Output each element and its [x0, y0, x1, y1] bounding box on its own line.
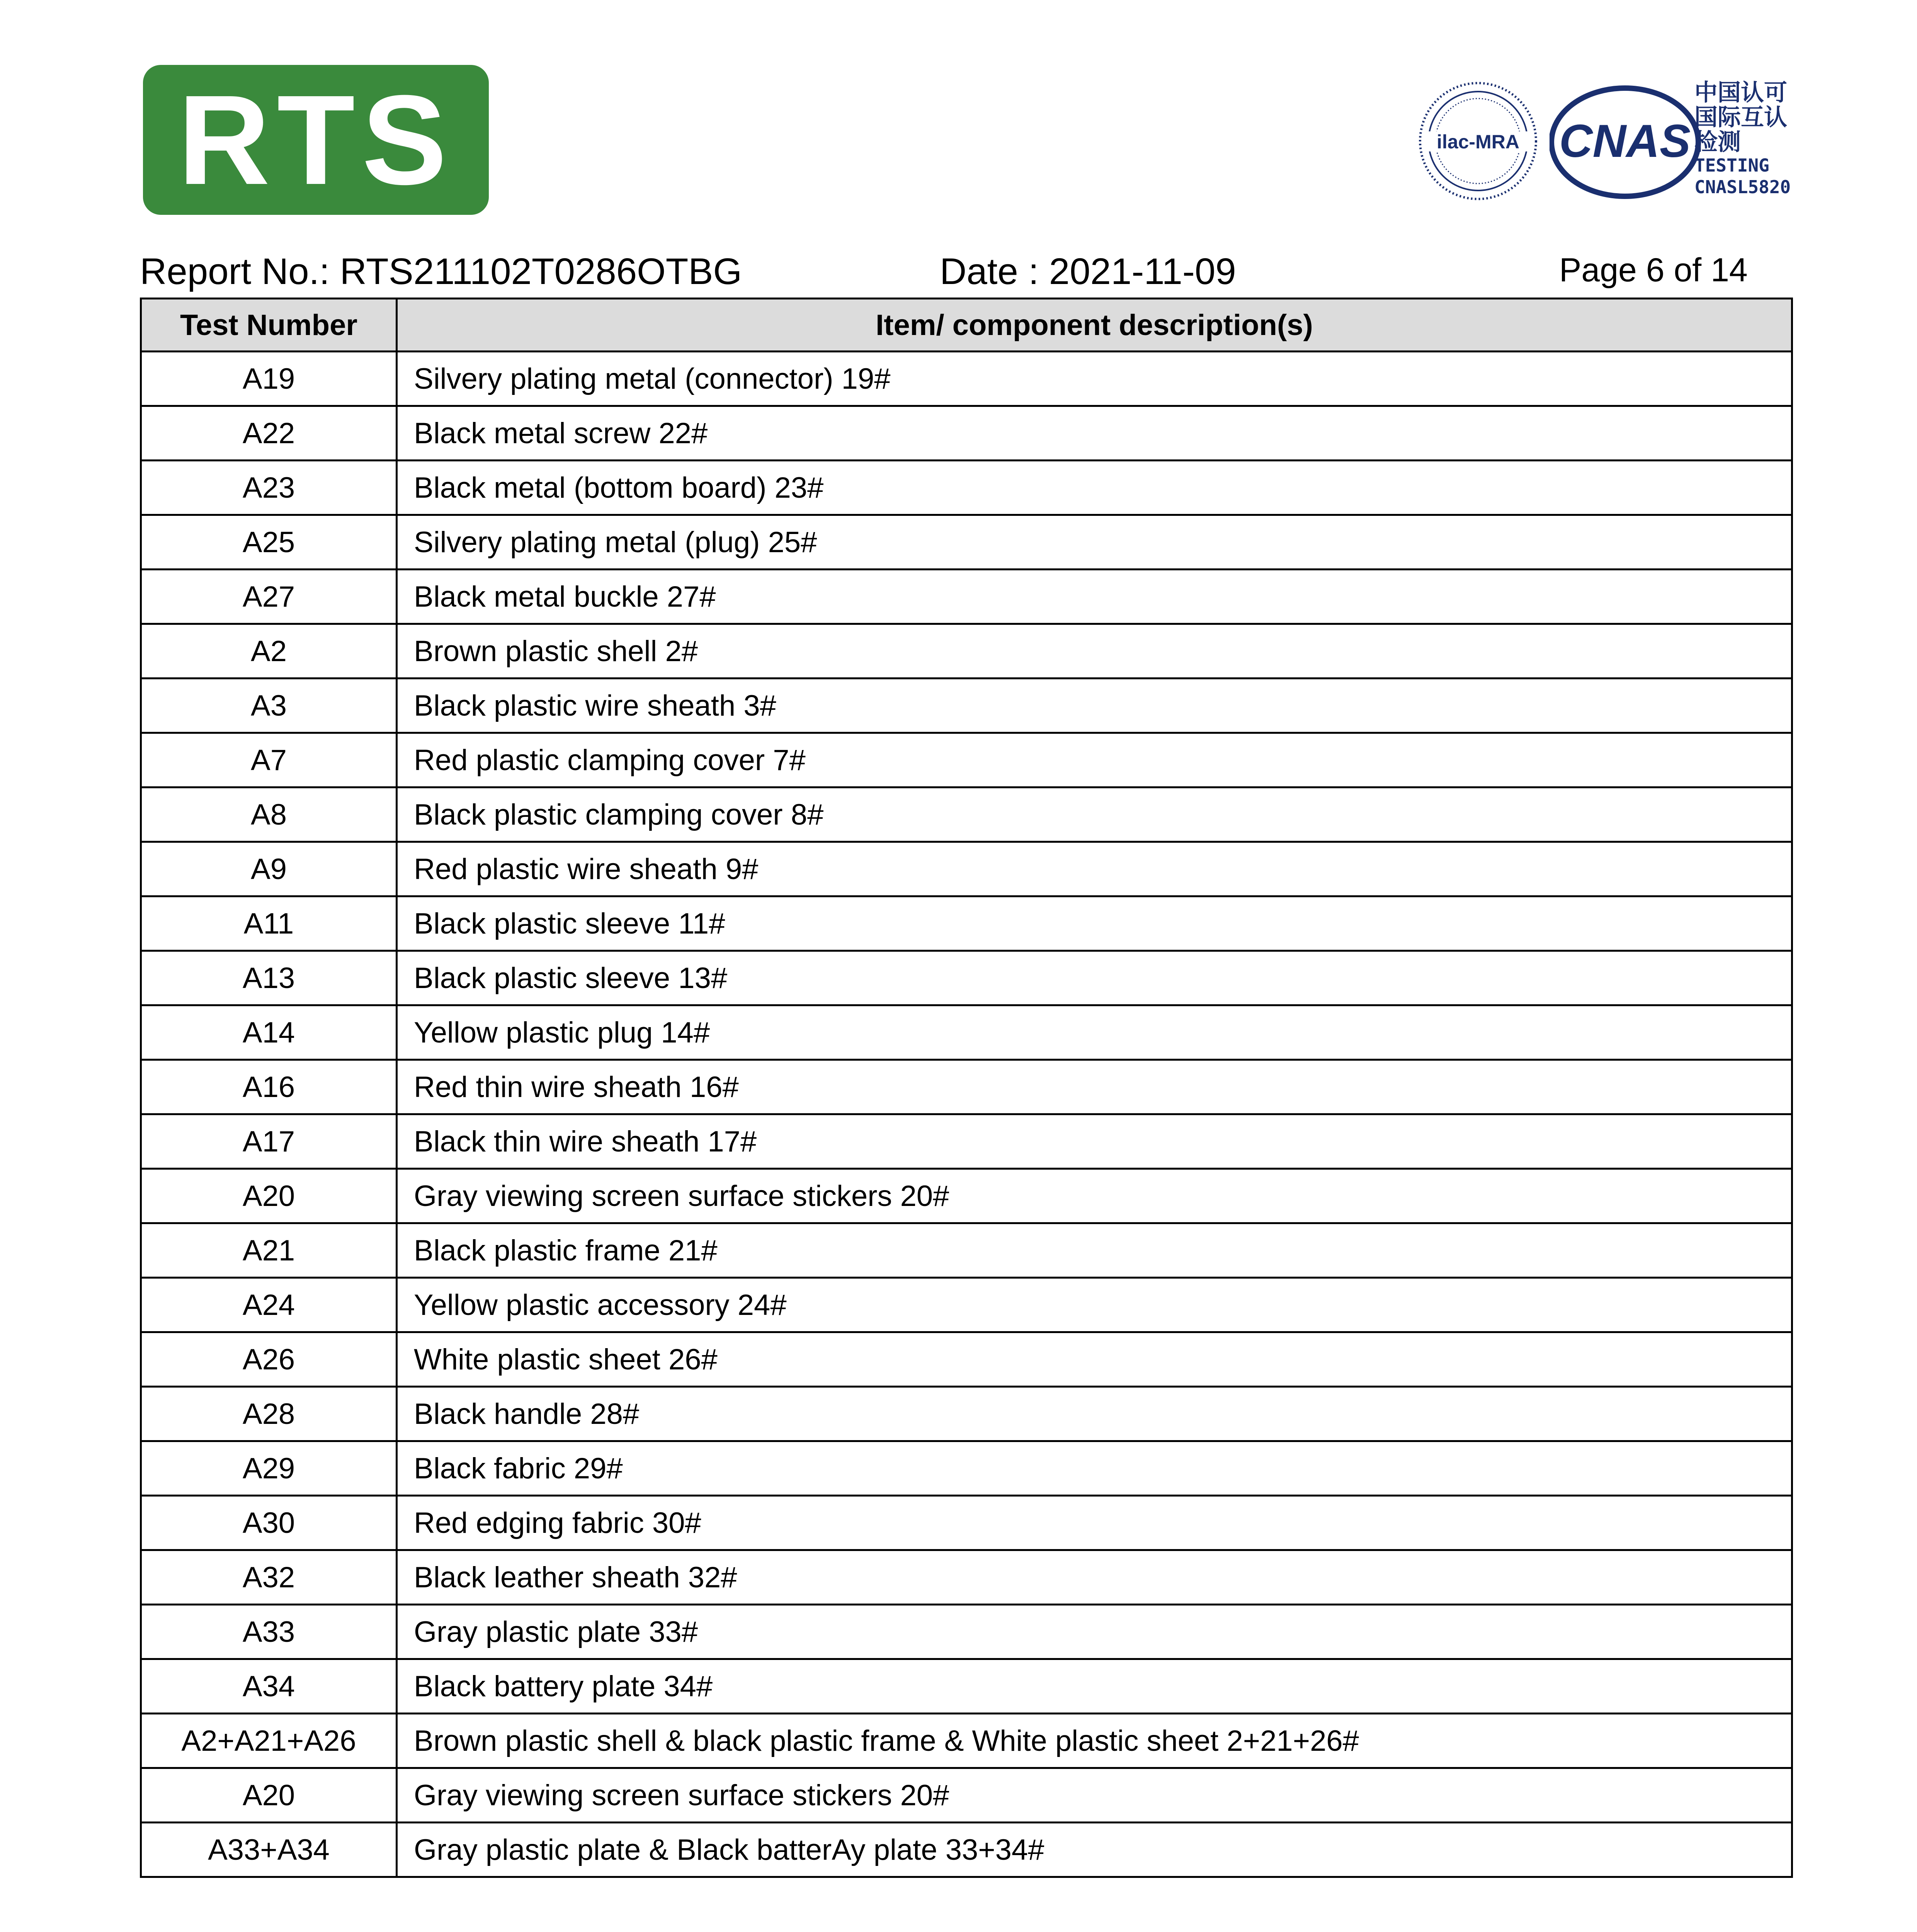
- description-cell: Brown plastic shell & black plastic frame & White plastic sheet 2+21+26#: [397, 1714, 1792, 1768]
- description-cell: Gray plastic plate 33#: [397, 1605, 1792, 1659]
- table-row: [141, 896, 1792, 951]
- accreditation-cn-line2: 国际互认: [1694, 104, 1787, 130]
- description-cell: Yellow plastic accessory 24#: [397, 1278, 1792, 1332]
- report-number: Report No.: RTS211102T0286OTBG: [140, 251, 742, 292]
- table-row: [141, 1005, 1792, 1060]
- accreditation-number: CNASL5820: [1694, 177, 1791, 197]
- table-row: [141, 1223, 1792, 1278]
- table-row: [141, 679, 1792, 733]
- test-number-cell: A34: [141, 1659, 397, 1714]
- test-number-cell: A2+A21+A26: [141, 1714, 397, 1768]
- table-row: [141, 1605, 1792, 1659]
- table-body: [141, 352, 1792, 1877]
- table-row: [141, 787, 1792, 842]
- test-number-cell: A14: [141, 1005, 397, 1060]
- description-cell: Gray viewing screen surface stickers 20#: [397, 1768, 1792, 1823]
- description-cell: Brown plastic shell 2#: [397, 624, 1792, 679]
- accreditation-cn-line1: 中国认可: [1694, 80, 1787, 105]
- description-cell: Black plastic wire sheath 3#: [397, 679, 1792, 733]
- table-row: [141, 406, 1792, 461]
- report-date: Date : 2021-11-09: [940, 251, 1236, 292]
- table-row: [141, 1659, 1792, 1714]
- component-table: [140, 298, 1793, 1878]
- accreditation-cn-line3: 检测: [1694, 129, 1741, 155]
- accreditation-text: [1694, 80, 1810, 198]
- description-cell: Black leather sheath 32#: [397, 1550, 1792, 1605]
- table-row: [141, 1387, 1792, 1441]
- table-row: [141, 624, 1792, 679]
- table-row: [141, 1441, 1792, 1496]
- test-number-cell: A29: [141, 1441, 397, 1496]
- test-number-cell: A25: [141, 515, 397, 570]
- cnas-seal-icon: [1550, 84, 1704, 200]
- table-row: [141, 570, 1792, 624]
- test-number-cell: A19: [141, 352, 397, 406]
- cnas-label: CNAS: [1559, 115, 1691, 167]
- test-number-cell: A33+A34: [141, 1823, 397, 1877]
- test-number-cell: A8: [141, 787, 397, 842]
- test-number-cell: A16: [141, 1060, 397, 1114]
- description-cell: Black plastic frame 21#: [397, 1223, 1792, 1278]
- test-number-cell: A21: [141, 1223, 397, 1278]
- table-row: [141, 1332, 1792, 1387]
- description-cell: Black metal (bottom board) 23#: [397, 461, 1792, 515]
- description-cell: Black plastic sleeve 11#: [397, 896, 1792, 951]
- test-number-cell: A2: [141, 624, 397, 679]
- test-number-cell: A32: [141, 1550, 397, 1605]
- table-row: [141, 842, 1792, 896]
- table-row: [141, 1278, 1792, 1332]
- test-number-cell: A7: [141, 733, 397, 787]
- description-cell: Red plastic wire sheath 9#: [397, 842, 1792, 896]
- description-cell: Silvery plating metal (connector) 19#: [397, 352, 1792, 406]
- test-number-cell: A20: [141, 1169, 397, 1223]
- description-cell: Gray viewing screen surface stickers 20#: [397, 1169, 1792, 1223]
- description-cell: Black plastic sleeve 13#: [397, 951, 1792, 1005]
- header-test-number: Test Number: [141, 299, 397, 352]
- test-number-cell: A20: [141, 1768, 397, 1823]
- table-row: [141, 1060, 1792, 1114]
- description-cell: Black handle 28#: [397, 1387, 1792, 1441]
- test-number-cell: A28: [141, 1387, 397, 1441]
- test-number-cell: A11: [141, 896, 397, 951]
- test-number-cell: A13: [141, 951, 397, 1005]
- ilac-label: ilac-MRA: [1437, 131, 1519, 153]
- header-description: Item/ component description(s): [397, 299, 1792, 352]
- page-number: Page 6 of 14: [1559, 252, 1748, 289]
- table-row: [141, 1550, 1792, 1605]
- table-row: [141, 733, 1792, 787]
- description-cell: Black battery plate 34#: [397, 1659, 1792, 1714]
- description-cell: Silvery plating metal (plug) 25#: [397, 515, 1792, 570]
- test-number-cell: A3: [141, 679, 397, 733]
- description-cell: Gray plastic plate & Black batterAy plate 33+34#: [397, 1823, 1792, 1877]
- description-cell: Black metal screw 22#: [397, 406, 1792, 461]
- test-number-cell: A27: [141, 570, 397, 624]
- ilac-mra-seal-icon: [1414, 77, 1542, 205]
- test-number-cell: A26: [141, 1332, 397, 1387]
- table-row: [141, 1768, 1792, 1823]
- table-row: [141, 1714, 1792, 1768]
- table-header-row: [141, 299, 1792, 352]
- table-row: [141, 1823, 1792, 1877]
- description-cell: Yellow plastic plug 14#: [397, 1005, 1792, 1060]
- accreditation-testing: TESTING: [1694, 155, 1769, 176]
- description-cell: Red thin wire sheath 16#: [397, 1060, 1792, 1114]
- description-cell: Black thin wire sheath 17#: [397, 1114, 1792, 1169]
- description-cell: Red plastic clamping cover 7#: [397, 733, 1792, 787]
- test-number-cell: A24: [141, 1278, 397, 1332]
- rts-logo: [143, 65, 489, 215]
- table-row: [141, 1169, 1792, 1223]
- logo-text: RTS: [178, 68, 454, 211]
- description-cell: White plastic sheet 26#: [397, 1332, 1792, 1387]
- description-cell: Black fabric 29#: [397, 1441, 1792, 1496]
- test-number-cell: A33: [141, 1605, 397, 1659]
- table-row: [141, 1114, 1792, 1169]
- test-number-cell: A17: [141, 1114, 397, 1169]
- test-number-cell: A30: [141, 1496, 397, 1550]
- test-number-cell: A9: [141, 842, 397, 896]
- description-cell: Red edging fabric 30#: [397, 1496, 1792, 1550]
- table-row: [141, 951, 1792, 1005]
- table-row: [141, 1496, 1792, 1550]
- test-number-cell: A22: [141, 406, 397, 461]
- description-cell: Black plastic clamping cover 8#: [397, 787, 1792, 842]
- description-cell: Black metal buckle 27#: [397, 570, 1792, 624]
- table-row: [141, 461, 1792, 515]
- test-number-cell: A23: [141, 461, 397, 515]
- table-row: [141, 352, 1792, 406]
- table-row: [141, 515, 1792, 570]
